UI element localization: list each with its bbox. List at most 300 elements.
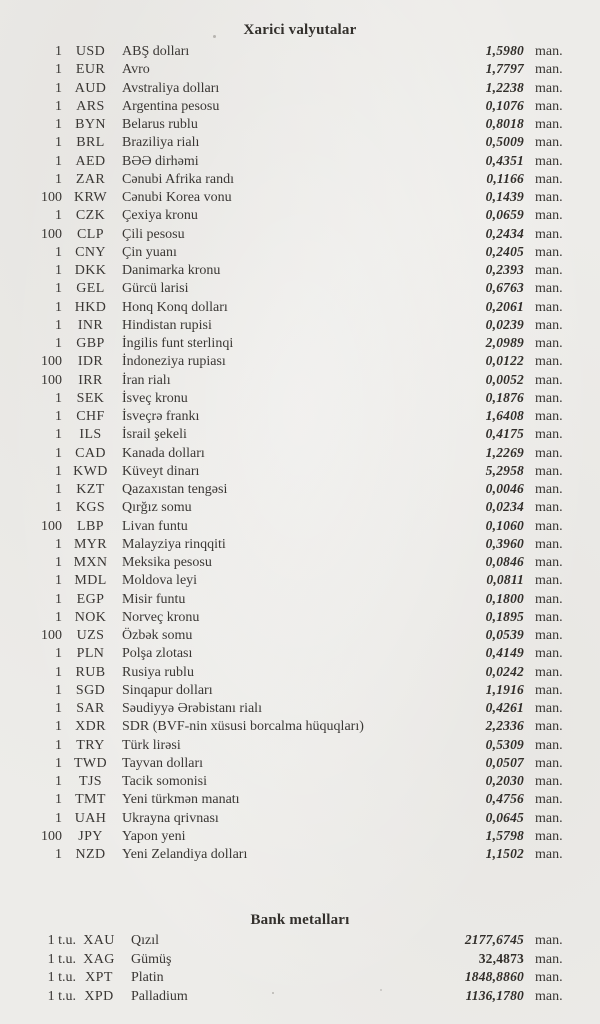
currency-row [0,444,600,462]
unit-label: man. [535,628,563,643]
currency-code: XDR [75,719,106,735]
metal-name: Qızıl [131,933,159,948]
currency-code: RUB [75,664,106,680]
currency-row [0,790,600,808]
currency-row [0,279,600,297]
metal-row [0,968,600,987]
rate-value: 0,0234 [485,499,524,515]
currency-code: CZK [75,208,106,224]
currency-row [0,389,600,407]
unit-label: man. [535,719,563,735]
currency-name: Qazaxıstan tengəsi [122,482,228,497]
currency-row [0,371,600,389]
currency-row [0,480,600,498]
unit-label: man. [535,701,563,716]
currency-code: TMT [75,792,106,808]
unit-label: man. [535,828,563,844]
rate-value: 0,0122 [485,353,524,369]
currency-row [0,188,600,206]
rate-value: 1,6408 [485,408,524,423]
currency-code: ZAR [75,171,106,187]
currency-code: MXN [73,555,108,570]
metals-section-title: Bank metalları [250,912,350,928]
rate-value: 0,4149 [485,645,524,661]
currency-code: NOK [74,609,107,625]
currency-name: Sinqapur dolları [122,682,213,698]
quantity-cell: 100 [41,628,62,643]
unit-label: man. [535,755,563,771]
currency-code: CAD [75,445,106,461]
currency-name: Ukrayna qrivnası [122,810,219,826]
currency-name: İsveç kronu [122,390,188,406]
currency-row [0,425,600,443]
quantity-cell: 1 [55,317,62,333]
currency-code: USD [75,44,106,59]
currency-code: SAR [76,701,105,716]
metals-table [0,931,600,1005]
currency-code: KWD [73,463,108,479]
currency-code: BRL [76,135,105,151]
rate-value: 0,1800 [485,590,524,606]
currency-row [0,206,600,224]
currency-name: BƏƏ dirhəmi [122,153,199,169]
currency-code: INR [77,317,104,333]
currency-name: Norveç kronu [122,609,200,625]
currency-row [0,644,600,662]
rate-value: 0,2405 [485,243,524,259]
unit-label: man. [535,226,563,242]
metal-name: Gümüş [131,951,172,967]
unit-label: man. [535,98,563,114]
currency-row [0,736,600,754]
unit-label: man. [535,792,563,808]
currency-name: Moldova leyi [122,573,198,589]
currency-name: Belarus rublu [122,117,198,132]
currency-code: NZD [75,847,106,862]
metal-row [0,987,600,1006]
unit-label: man. [535,372,563,388]
quantity-cell: 1 [55,263,62,278]
quantity-cell: 1 [55,135,62,151]
unit-label: man. [535,117,563,132]
unit-label: man. [535,281,563,297]
quantity-cell: 100 [41,828,62,844]
currency-row [0,170,600,188]
quantity-cell: 100 [41,518,62,534]
currency-row [0,845,600,863]
currency-name: Argentina pesosu [122,98,220,114]
currency-code: IDR [77,354,104,370]
unit-label: man. [535,463,563,479]
rate-value: 0,0659 [485,207,524,223]
currency-code: EGP [76,591,105,607]
currency-code: LBP [77,518,104,534]
currency-code: SGD [75,682,106,698]
metal-code: XAU [83,933,115,948]
rate-value: 0,4261 [485,700,524,715]
rate-value: 0,3960 [485,535,524,551]
metal-code: XPD [84,988,114,1004]
rate-value: 1848,8860 [464,969,524,985]
unit-label: man. [535,810,563,826]
unit-label: man. [535,518,563,534]
rate-value: 0,2061 [485,298,524,314]
rate-value: 0,0239 [485,316,524,332]
unit-label: man. [535,988,563,1004]
quantity-cell: 1 [55,536,62,552]
rate-value: 1,1502 [485,846,524,861]
rate-value: 0,1439 [485,189,524,204]
unit-label: man. [535,591,563,607]
unit-label: man. [535,774,563,789]
rate-value: 0,4351 [485,152,524,168]
currency-row [0,243,600,261]
unit-label: man. [535,409,563,424]
currency-code: TJS [79,774,102,789]
currency-row [0,261,600,279]
rate-value: 0,4175 [485,426,524,442]
currency-name: Misir funtu [122,591,186,607]
quantity-cell: 100 [41,226,62,242]
quantity-cell: 1 [55,98,62,114]
currency-code: JPY [78,828,103,844]
quantity-cell: 1 [55,500,62,516]
quantity-cell: 1 [55,646,62,662]
currency-code: GBP [76,336,105,351]
quantity-cell: 1 [55,244,62,260]
quantity-cell: 1 [55,664,62,680]
rate-value: 0,1166 [486,170,524,186]
currency-code: ARS [76,98,105,114]
unit-label: man. [535,555,563,570]
currency-row [0,60,600,78]
rate-value: 2177,6745 [464,932,524,947]
unit-label: man. [535,244,563,260]
rate-value: 1,2269 [485,444,524,460]
rate-value: 32,4873 [478,950,524,966]
rate-value: 0,5009 [485,134,524,150]
currency-row [0,535,600,553]
rate-value: 0,0811 [486,572,524,588]
quantity-cell: 100 [41,354,62,370]
currency-name: Danimarka kronu [122,263,221,278]
rate-value: 0,2030 [485,773,524,788]
rate-value: 1,1916 [485,681,524,697]
rate-value: 0,0846 [485,554,524,569]
currency-row [0,754,600,772]
currency-code: BYN [75,117,106,132]
quantity-cell: 1 [55,737,62,753]
currency-name: İran rialı [122,372,171,388]
currency-code: KZT [76,482,105,497]
currency-row [0,553,600,571]
unit-label: man. [535,664,563,680]
metal-code: XAG [83,951,115,967]
rate-value: 0,8018 [485,116,524,131]
currency-row [0,133,600,151]
currency-name: Kanada dolları [122,445,205,461]
unit-label: man. [535,354,563,370]
quantity-cell: 1 [55,336,62,351]
metal-row [0,931,600,950]
currency-row [0,590,600,608]
quantity-cell: 1 [55,682,62,698]
currency-code: ILS [79,427,102,443]
currency-row [0,626,600,644]
currency-row [0,42,600,60]
currency-code: TRY [76,737,105,753]
rate-value: 0,2393 [485,262,524,277]
currency-name: Avro [122,62,150,78]
quantity-cell: 1 [55,427,62,443]
unit-label: man. [535,500,563,516]
currency-code: UAH [74,810,107,826]
currency-row [0,225,600,243]
quantity-cell: 1 [55,44,62,59]
quantity-cell: 1 [55,573,62,589]
rate-value: 0,2434 [485,225,524,241]
unit-label: man. [535,847,563,862]
rate-value: 0,0052 [485,371,524,387]
currency-row [0,772,600,790]
currency-name: Livan funtu [122,518,188,534]
scan-speck [380,989,382,991]
currency-row [0,152,600,170]
rate-value: 1136,1780 [465,987,524,1003]
currency-row [0,571,600,589]
quantity-cell: 1 [55,774,62,789]
currency-name: Cənubi Afrika randı [122,171,234,187]
currency-code: CLP [77,226,104,242]
rate-value: 5,2958 [485,462,524,478]
quantity-cell: 1 [55,463,62,479]
quantity-cell: 1 [55,390,62,406]
currency-name: Honq Konq dolları [122,299,228,315]
quantity-cell: 1 [55,281,62,297]
currency-name: Rusiya rublu [122,664,194,680]
currency-code: KRW [73,190,108,205]
currency-name: İngilis funt sterlinqi [122,336,234,351]
currency-name: Tayvan dolları [122,755,204,771]
unit-label: man. [535,336,563,351]
rate-value: 0,0507 [485,754,524,770]
unit-label: man. [535,933,563,948]
currency-name: Səudiyyə Ərəbistanı rialı [122,701,262,716]
quantity-cell: 1 [55,299,62,315]
rate-value: 0,0046 [485,481,524,496]
currency-code: CNY [75,244,106,260]
unit-label: man. [535,153,563,169]
unit-label: man. [535,263,563,278]
quantity-cell: 1 t.u. [47,988,76,1004]
currency-name: Gürcü larisi [122,281,189,297]
rate-value: 0,1876 [485,389,524,405]
unit-label: man. [535,190,563,205]
currency-name: Qırğız somu [122,500,192,516]
quantity-cell: 1 [55,208,62,224]
quantity-cell: 1 [55,755,62,771]
currency-row [0,827,600,845]
currency-name: İsrail şekeli [122,427,187,443]
currency-code: DKK [74,263,107,278]
rate-value: 0,0645 [485,809,524,825]
currency-name: ABŞ dolları [122,44,190,59]
quantity-cell: 1 [55,810,62,826]
currency-table [0,42,600,863]
currency-row [0,699,600,717]
currency-code: GEL [76,281,105,297]
metal-code: XPT [85,970,113,986]
currency-code: MDL [74,573,107,589]
unit-label: man. [535,737,563,753]
currency-name: Çili pesosu [122,226,185,242]
quantity-cell: 1 [55,62,62,78]
quantity-cell: 1 [55,701,62,716]
quantity-cell: 1 t.u. [47,951,76,967]
currency-row [0,663,600,681]
rate-value: 1,7797 [485,61,524,77]
metal-name: Platin [131,970,164,986]
currency-row [0,608,600,626]
currency-name: Küveyt dinarı [122,463,200,479]
currency-code: HKD [74,299,107,315]
currency-name: İsveçrə frankı [122,409,200,424]
rate-value: 2,2336 [485,718,524,734]
unit-label: man. [535,536,563,552]
quantity-cell: 1 t.u. [47,970,76,986]
currency-row [0,316,600,334]
quantity-cell: 1 [55,609,62,625]
currency-name: SDR (BVF-nin xüsusi borcalma hüquqları) [122,719,364,735]
quantity-cell: 1 [55,555,62,570]
rate-value: 0,1076 [485,97,524,113]
currency-code: MYR [73,536,108,552]
currency-row [0,79,600,97]
quantity-cell: 1 [55,153,62,169]
currency-name: Yeni türkmən manatı [122,792,240,808]
unit-label: man. [535,951,563,967]
unit-label: man. [535,682,563,698]
rate-value: 0,4756 [485,791,524,807]
currency-name: Hindistan rupisi [122,317,212,333]
currency-code: IRR [78,372,103,388]
unit-label: man. [535,62,563,78]
scan-speck [272,992,274,994]
currency-row [0,298,600,316]
currency-name: Cənubi Korea vonu [122,190,232,205]
currency-row [0,115,600,133]
rate-value: 1,5980 [485,43,524,58]
scan-speck [213,35,216,38]
unit-label: man. [535,573,563,589]
currency-name: İndoneziya rupiası [122,354,226,370]
currency-name: Yapon yeni [122,828,186,844]
unit-label: man. [535,427,563,443]
currency-row [0,681,600,699]
rate-value: 1,2238 [485,79,524,95]
quantity-cell: 1 [55,847,62,862]
currency-code: KGS [75,500,106,516]
currency-name: Polşa zlotası [122,646,193,662]
currency-name: Braziliya rialı [122,135,200,151]
currency-code: SEK [76,390,105,406]
quantity-cell: 1 [55,792,62,808]
currency-row [0,462,600,480]
currency-name: Tacik somonisi [122,774,207,789]
rate-value: 2,0989 [485,335,524,350]
unit-label: man. [535,609,563,625]
currency-name: Avstraliya dolları [122,80,220,96]
currency-name: Türk lirəsi [122,737,181,753]
quantity-cell: 1 [55,409,62,424]
quantity-cell: 1 t.u. [47,933,76,948]
rate-value: 0,1060 [485,517,524,533]
rate-value: 0,0539 [485,627,524,642]
currency-code: UZS [76,628,105,643]
currency-row [0,334,600,352]
currency-name: Çexiya kronu [122,208,198,224]
unit-label: man. [535,135,563,151]
currency-code: EUR [75,62,106,78]
unit-label: man. [535,80,563,96]
metal-row [0,950,600,969]
currency-code: AUD [74,80,107,96]
unit-label: man. [535,646,563,662]
currencies-section-title: Xarici valyutalar [243,22,357,38]
currency-row [0,717,600,735]
currency-row [0,498,600,516]
currency-code: PLN [76,646,105,662]
quantity-cell: 100 [41,190,62,205]
unit-label: man. [535,482,563,497]
unit-label: man. [535,208,563,224]
currency-row [0,97,600,115]
currency-name: Yeni Zelandiya dolları [122,847,248,862]
currency-row [0,407,600,425]
currency-name: Malayziya rinqqiti [122,536,226,552]
quantity-cell: 1 [55,80,62,96]
quantity-cell: 1 [55,117,62,132]
rate-value: 0,6763 [485,280,524,296]
rate-value: 0,1895 [485,608,524,624]
unit-label: man. [535,390,563,406]
quantity-cell: 100 [41,372,62,388]
currency-row [0,352,600,370]
unit-label: man. [535,171,563,187]
quantity-cell: 1 [55,591,62,607]
unit-label: man. [535,970,563,986]
currency-row [0,517,600,535]
currency-code: TWD [73,755,108,771]
unit-label: man. [535,299,563,315]
rate-value: 0,5309 [485,736,524,752]
currency-row [0,809,600,827]
unit-label: man. [535,445,563,461]
rate-value: 1,5798 [485,827,524,843]
rate-value: 0,0242 [485,663,524,679]
quantity-cell: 1 [55,445,62,461]
quantity-cell: 1 [55,482,62,497]
quantity-cell: 1 [55,171,62,187]
currency-name: Özbək somu [122,628,193,643]
unit-label: man. [535,317,563,333]
currency-name: Meksika pesosu [122,555,212,570]
currency-code: AED [75,153,106,169]
unit-label: man. [535,44,563,59]
quantity-cell: 1 [55,719,62,735]
metal-name: Palladium [131,988,188,1004]
currency-code: CHF [76,409,105,424]
